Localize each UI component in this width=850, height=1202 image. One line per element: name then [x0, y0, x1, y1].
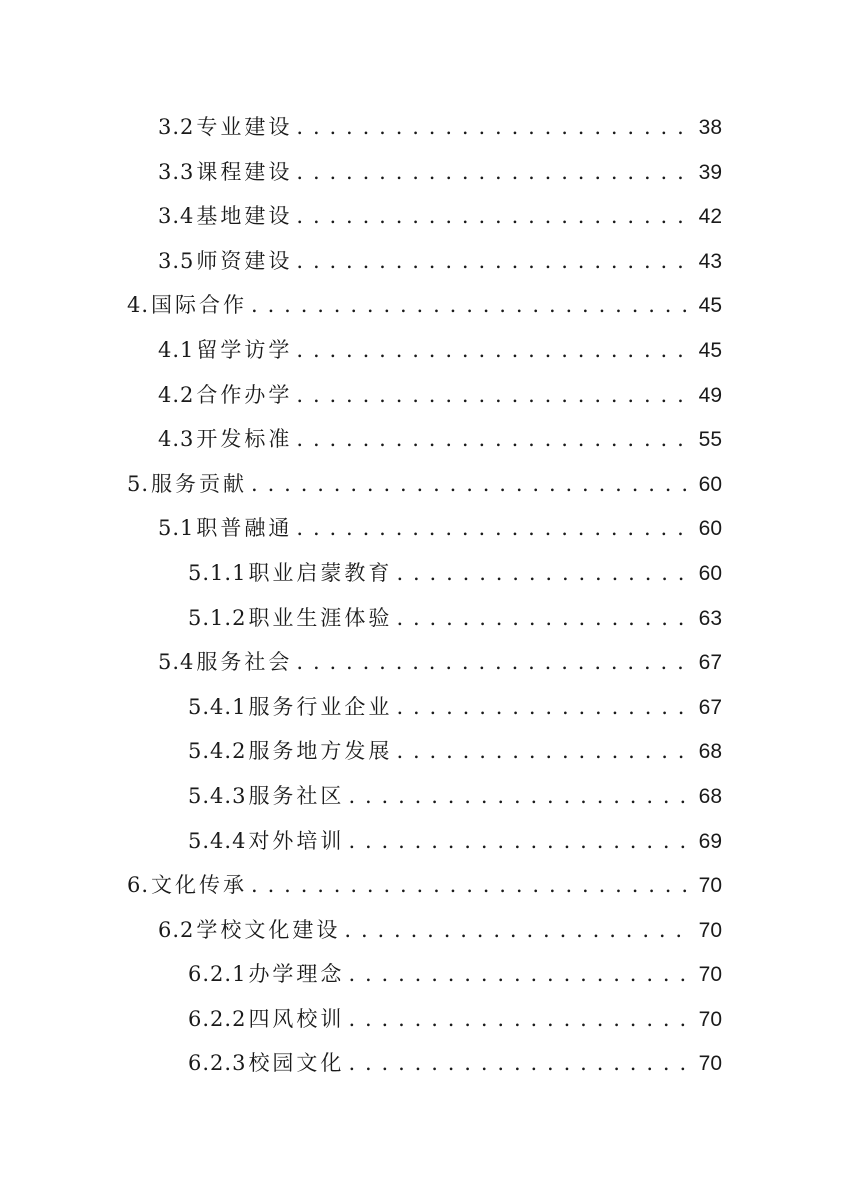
toc-entry-title: 基地建设 [196, 204, 293, 229]
toc-entry-title: 职普融通 [196, 516, 293, 541]
toc-entry-title: 师资建设 [196, 248, 293, 273]
toc-entry[interactable] [0, 283, 850, 328]
toc-entry[interactable] [0, 239, 850, 284]
toc-entry[interactable] [0, 328, 850, 373]
toc-entry-title: 对外培训 [248, 828, 345, 853]
toc-entry-page: 45 [698, 294, 722, 318]
dot-leader [251, 863, 692, 908]
toc-entry[interactable] [0, 506, 850, 551]
toc-entry-number: 5.1.1 [188, 560, 247, 585]
toc-entry[interactable] [0, 952, 850, 997]
toc-entry-number: 6. [127, 873, 150, 898]
toc-entry-page: 49 [698, 383, 722, 407]
toc-entry[interactable] [0, 685, 850, 730]
toc-entry-number: 6.2.3 [188, 1051, 247, 1076]
toc-entry-page: 70 [698, 874, 722, 898]
toc-entry[interactable] [0, 596, 850, 641]
dot-leader [396, 551, 692, 596]
toc-entry-title: 服务贡献 [151, 471, 248, 496]
toc-entry-page: 70 [698, 963, 722, 987]
dot-leader [348, 819, 692, 864]
dot-leader [296, 417, 692, 462]
toc-entry-title: 服务行业企业 [248, 694, 393, 719]
toc-entry-number: 5.4.2 [188, 739, 247, 764]
toc-entry[interactable] [0, 551, 850, 596]
toc-entry[interactable] [0, 640, 850, 685]
toc-entry-title: 服务地方发展 [248, 739, 393, 764]
toc-entry-number: 4.1 [158, 337, 195, 362]
toc-entry-number: 3.4 [158, 204, 195, 229]
toc-entry-page: 55 [698, 428, 722, 452]
toc-entry[interactable] [0, 774, 850, 819]
toc-entry[interactable] [0, 863, 850, 908]
toc-entry-page: 60 [698, 561, 722, 585]
dot-leader [296, 640, 692, 685]
dot-leader [396, 685, 692, 730]
toc-entry-number: 3.2 [158, 115, 195, 139]
toc-entry-number: 6.2.1 [188, 962, 247, 987]
dot-leader [296, 328, 692, 373]
toc-entry-number: 5.1 [158, 516, 195, 541]
dot-leader [396, 729, 692, 774]
toc-entry-title: 四风校训 [248, 1006, 345, 1031]
toc-entry-page: 68 [698, 784, 722, 808]
toc-entry-number: 5.4.1 [188, 694, 247, 719]
toc-entry-number: 6.2 [158, 917, 195, 942]
toc-entry-title: 国际合作 [151, 293, 248, 318]
toc-entry-page: 70 [698, 1052, 722, 1076]
dot-leader [348, 774, 692, 819]
toc-entry-page: 68 [698, 740, 722, 764]
toc-entry-number: 4.2 [158, 382, 195, 407]
dot-leader [251, 462, 692, 507]
dot-leader [251, 283, 692, 328]
toc-entry-page: 70 [698, 918, 722, 942]
dot-leader [296, 150, 692, 195]
toc-entry-page: 69 [698, 829, 722, 853]
toc-entry[interactable] [0, 417, 850, 462]
toc-entry-number: 5.1.2 [188, 605, 247, 630]
toc-entry[interactable] [0, 1041, 850, 1086]
toc-entry-title: 课程建设 [196, 159, 293, 184]
toc-entry-number: 4. [127, 293, 150, 318]
dot-leader [344, 908, 692, 953]
toc-entry-page: 42 [698, 205, 722, 229]
toc-entry-page: 60 [698, 517, 722, 541]
toc-entry-number: 5. [127, 471, 150, 496]
toc-entry-page: 39 [698, 160, 722, 184]
toc-entry-title: 学校文化建设 [196, 917, 341, 942]
dot-leader [296, 373, 692, 418]
toc-entry-number: 4.3 [158, 427, 195, 452]
dot-leader [348, 952, 692, 997]
toc-entry[interactable] [0, 729, 850, 774]
toc-entry-page: 67 [698, 695, 722, 719]
toc-entry[interactable] [0, 908, 850, 953]
dot-leader [296, 194, 692, 239]
toc-entry-page: 63 [698, 606, 722, 630]
dot-leader [348, 997, 692, 1042]
toc-entry-page: 70 [698, 1007, 722, 1031]
toc-entry-title: 文化传承 [151, 873, 248, 898]
toc-entry-page: 45 [698, 338, 722, 362]
toc-entry[interactable] [0, 997, 850, 1042]
toc-entry[interactable] [0, 462, 850, 507]
toc-entry-page: 67 [698, 651, 722, 675]
toc-entry[interactable] [0, 105, 850, 150]
toc-entry-title: 合作办学 [196, 382, 293, 407]
toc-entry[interactable] [0, 373, 850, 418]
toc-entry[interactable] [0, 819, 850, 864]
toc-entry-title: 服务社区 [248, 783, 345, 808]
dot-leader [348, 1041, 692, 1086]
toc-entry-title: 服务社会 [196, 650, 293, 675]
dot-leader [296, 506, 692, 551]
toc-entry-title: 职业启蒙教育 [248, 560, 393, 585]
toc-entry-title: 留学访学 [196, 337, 293, 362]
toc-entry-number: 5.4 [158, 650, 195, 675]
toc-entry-number: 5.4.3 [188, 783, 247, 808]
toc-entry-page: 43 [698, 249, 722, 273]
toc-entry[interactable] [0, 150, 850, 195]
dot-leader [296, 239, 692, 284]
toc-entry-title: 专业建设 [196, 115, 293, 139]
toc-entry-title: 开发标准 [196, 427, 293, 452]
toc-entry[interactable] [0, 194, 850, 239]
toc-entry-number: 3.3 [158, 159, 195, 184]
toc-entry-page: 60 [698, 472, 722, 496]
toc-entry-page: 38 [698, 116, 722, 139]
toc-entry-title: 职业生涯体验 [248, 605, 393, 630]
toc-entry-title: 校园文化 [248, 1051, 345, 1076]
toc-entry-number: 3.5 [158, 248, 195, 273]
dot-leader [396, 596, 692, 641]
dot-leader [296, 105, 692, 150]
table-of-contents [0, 105, 850, 1086]
toc-entry-number: 6.2.2 [188, 1006, 247, 1031]
toc-entry-number: 5.4.4 [188, 828, 247, 853]
toc-entry-title: 办学理念 [248, 962, 345, 987]
